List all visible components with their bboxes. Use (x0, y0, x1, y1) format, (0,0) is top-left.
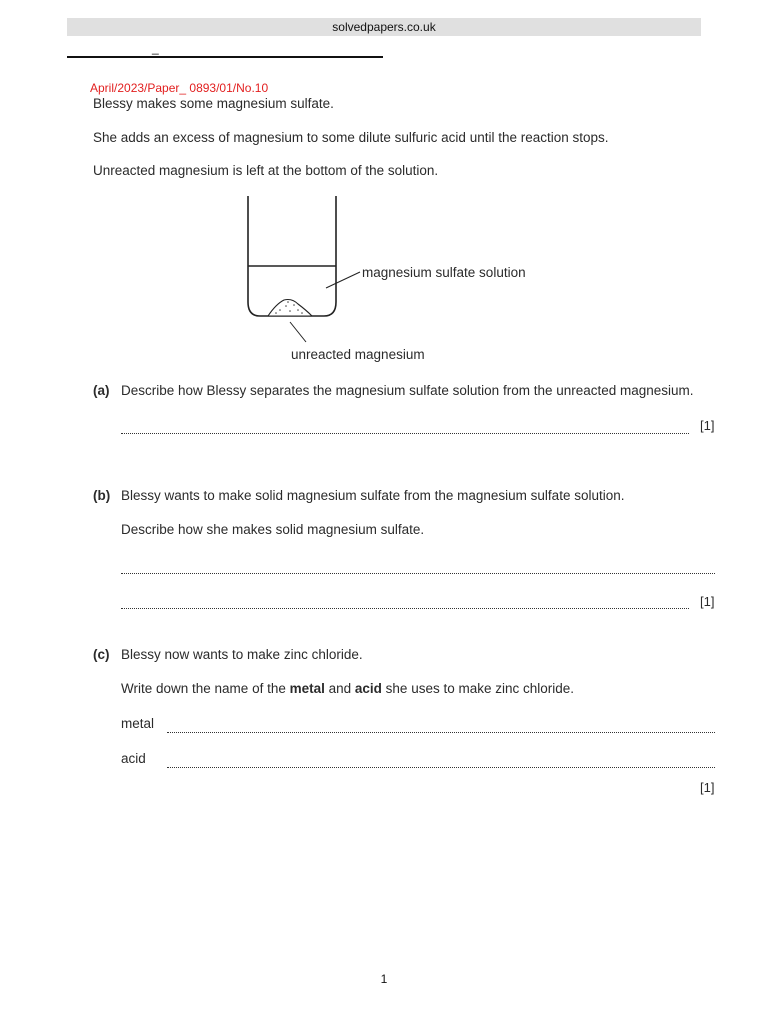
mark-c: [1] (700, 780, 715, 795)
field-label-acid: acid (121, 751, 146, 766)
label-magnesium: unreacted magnesium (291, 347, 425, 362)
header-rule (67, 56, 383, 58)
subtext-metal: metal (289, 681, 325, 696)
site-banner (67, 18, 701, 36)
mark-a: [1] (700, 418, 715, 433)
question-c-subtext (121, 681, 574, 696)
solution-leader (326, 272, 360, 288)
site-name: solvedpapers.co.uk (332, 20, 436, 34)
intro-line-3: Unreacted magnesium is left at the bottom of the solution. (93, 163, 439, 178)
answer-line-b-1[interactable] (121, 573, 715, 574)
subtext-before: Write down the name of the (121, 681, 290, 696)
answer-line-metal[interactable] (167, 732, 715, 733)
answer-line-a[interactable] (121, 433, 689, 434)
answer-line-b-2[interactable] (121, 608, 689, 609)
page-number: 1 (380, 972, 388, 986)
question-b-subtext: Describe how she makes solid magnesium sulfate. (121, 522, 425, 537)
intro-line-2: She adds an excess of magnesium to some dilute sulfuric acid until the reaction stops. (93, 130, 609, 145)
label-solution: magnesium sulfate solution (362, 265, 526, 280)
question-b-label: (b) (93, 488, 111, 503)
mark-b: [1] (700, 594, 715, 609)
subtext-and: and (324, 681, 355, 696)
question-b-text: Blessy wants to make solid magnesium sulfate from the magnesium sulfate solution. (121, 488, 625, 503)
subtext-after: she uses to make zinc chloride. (381, 681, 575, 696)
beaker-outline (248, 196, 336, 316)
answer-line-acid[interactable] (167, 767, 715, 768)
subtext-acid: acid (354, 681, 382, 696)
header-dash: _ (152, 41, 159, 55)
magnesium-leader (290, 322, 306, 342)
magnesium-pile (268, 300, 312, 317)
paper-reference: April/2023/Paper_ 0893/01/No.10 (90, 81, 269, 95)
question-c-label: (c) (93, 647, 110, 662)
question-c-text: Blessy now wants to make zinc chloride. (121, 647, 363, 662)
beaker-diagram (230, 192, 560, 367)
question-a-text: Describe how Blessy separates the magnesium sulfate solution from the unreacted magnesium. (121, 383, 694, 398)
field-label-metal: metal (121, 716, 155, 731)
question-a-label: (a) (93, 383, 110, 398)
intro-line-1: Blessy makes some magnesium sulfate. (93, 96, 334, 111)
